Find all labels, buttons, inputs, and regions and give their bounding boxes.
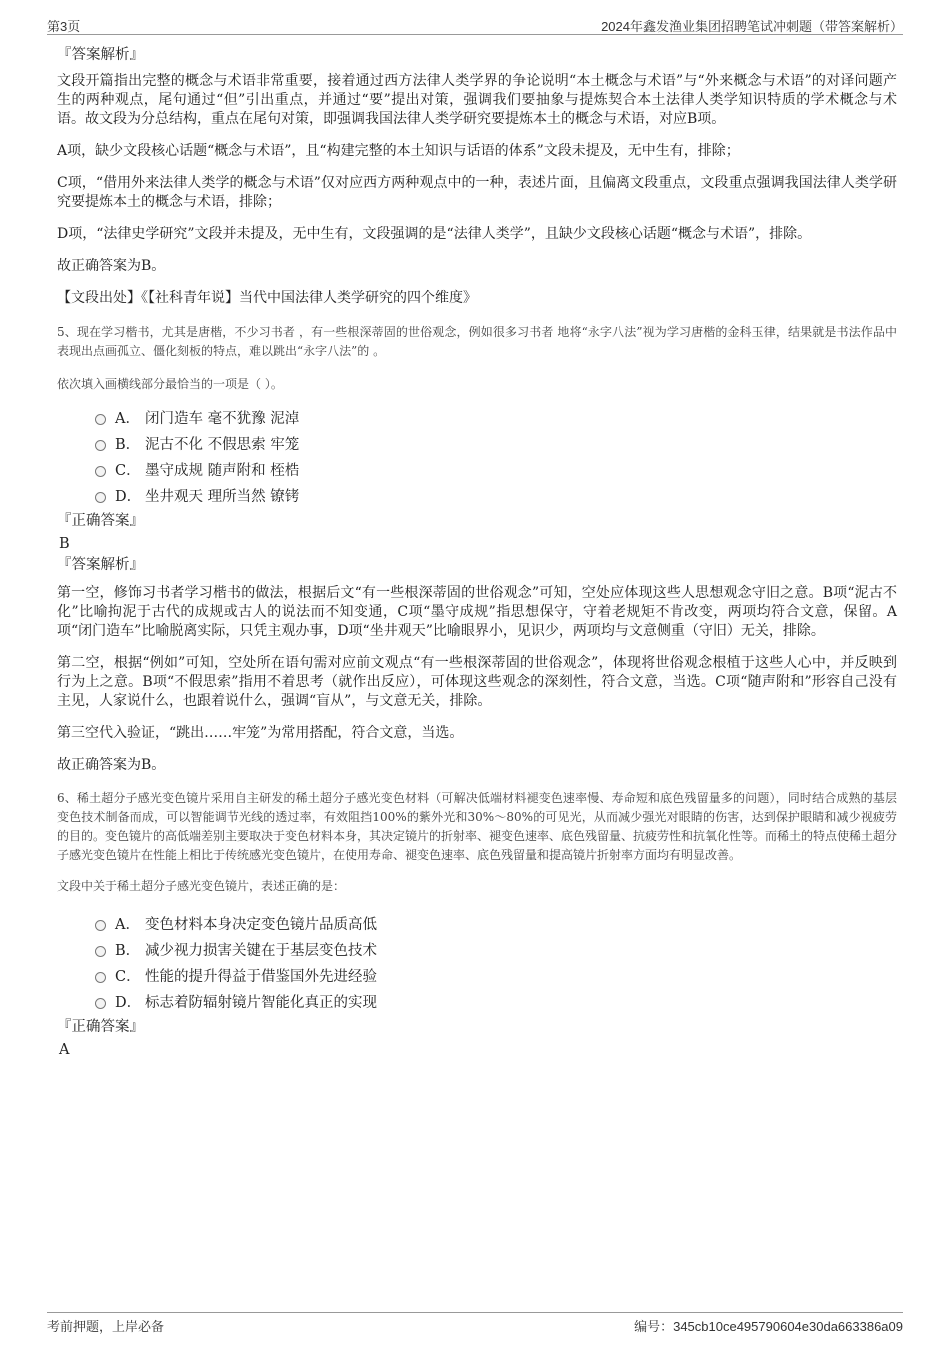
option-d[interactable] bbox=[95, 988, 897, 1014]
analysis-conclusion: 故正确答案为B。 bbox=[57, 258, 166, 274]
question-6-options bbox=[95, 910, 897, 1014]
radio-icon[interactable] bbox=[95, 414, 106, 425]
document-title: 2024年鑫发渔业集团招聘笔试冲刺题（带答案解析） bbox=[601, 19, 903, 34]
correct-answer-label: 『正确答案』 bbox=[57, 1019, 144, 1035]
option-letter: A． bbox=[115, 916, 140, 933]
option-text: 闭门造车 毫不犹豫 泥淖 bbox=[145, 410, 300, 427]
analysis-paragraph: C项，“借用外来法律人类学的概念与术语”仅对应西方两种观点中的一种，表述片面，且偏离文段重点，文段重点强调我国法律人类学研究要提炼本土的概念与术语，排除； bbox=[57, 175, 897, 210]
analysis-paragraph: 第二空，根据“例如”可知，空处所在语句需对应前文观点“有一些根深蒂固的世俗观念”，体现将世俗观念根植于这些人心中，并反映到行为上之意。B项“不假思索”指用不着思考（就作出反应），可体现这些观念的深刻性，符合文意，当选。C项“随声附和”形容自己没有主见，人家说什么，也跟着说什么，强调“盲从”，与文意无关，排除。 bbox=[57, 655, 897, 709]
radio-icon[interactable] bbox=[95, 998, 106, 1009]
analysis-label: 『答案解析』 bbox=[57, 557, 144, 573]
option-text: 性能的提升得益于借鉴国外先进经验 bbox=[145, 968, 377, 985]
option-c[interactable] bbox=[95, 962, 897, 988]
document-id: 编号：345cb10ce495790604e30da663386a09 bbox=[634, 1319, 903, 1334]
correct-answer: B bbox=[59, 536, 70, 552]
question-5-options bbox=[95, 404, 897, 508]
option-letter: A． bbox=[115, 410, 140, 427]
question-5-prompt: 依次填入画横线部分最恰当的一项是（ ）。 bbox=[57, 377, 283, 391]
option-letter: D． bbox=[115, 994, 142, 1011]
option-text: 坐井观天 理所当然 镣铐 bbox=[145, 488, 300, 505]
radio-icon[interactable] bbox=[95, 440, 106, 451]
question-5-text: 5、现在学习楷书，尤其是唐楷，不少习书者 ，有一些根深蒂固的世俗观念，例如很多习书者 地将“永字八法”视为学习唐楷的金科玉律，结果就是书法作品中表现出点画孤立、僵化刻板的特点，难以跳出“永字八法”的 。 bbox=[57, 325, 897, 358]
analysis-conclusion: 故正确答案为B。 bbox=[57, 757, 166, 773]
option-text: 泥古不化 不假思索 牢笼 bbox=[145, 436, 300, 453]
page-footer bbox=[47, 1312, 903, 1333]
footer-slogan: 考前押题，上岸必备 bbox=[47, 1319, 165, 1334]
option-c[interactable] bbox=[95, 456, 897, 482]
radio-icon[interactable] bbox=[95, 492, 106, 503]
page-content bbox=[57, 44, 897, 1060]
analysis-paragraph: 第一空，修饰习书者学习楷书的做法，根据后文“有一些根深蒂固的世俗观念”可知，空处应体现这些人思想观念守旧之意。B项“泥古不化”比喻拘泥于古代的成规或古人的说法而不知变通，C项“墨守成规”指思想保守，守着老规矩不肯改变，两项均符合文意，保留。A项“闭门造车”比喻脱离实际，只凭主观办事，D项“坐井观天”比喻眼界小，见识少，两项均与文意侧重（守旧）无关，排除。 bbox=[57, 585, 897, 639]
question-6-text: 6、稀土超分子感光变色镜片采用自主研发的稀土超分子感光变色材料（可解决低端材料褪变色速率慢、寿命短和底色残留量多的问题），同时结合成熟的基层变色技术制备而成，可以智能调节光线的透过率，有效阻挡100%的紫外光和30%～80%的可见光，从而减少强光对眼睛的伤害，达到保护眼睛和减少视疲劳的目的。变色镜片的高低端差别主要取决于变色材料本身，其决定镜片的折射率、褪变色速率、底色残留量、抗疲劳性和抗氧化性等。而稀土的特点使稀土超分子感光变色镜片在性能上相比于传统感光变色镜片，在使用寿命、褪变色速率、底色残留量和提高镜片折射率方面均有明显改善。 bbox=[57, 791, 898, 862]
option-letter: C． bbox=[115, 968, 141, 985]
option-b[interactable] bbox=[95, 430, 897, 456]
option-text: 标志着防辐射镜片智能化真正的实现 bbox=[145, 994, 377, 1011]
radio-icon[interactable] bbox=[95, 946, 106, 957]
option-letter: C． bbox=[115, 462, 141, 479]
option-letter: D． bbox=[115, 488, 142, 505]
option-text: 变色材料本身决定变色镜片品质高低 bbox=[145, 916, 377, 933]
correct-answer-label: 『正确答案』 bbox=[57, 513, 144, 529]
analysis-label: 『答案解析』 bbox=[57, 47, 144, 63]
option-text: 墨守成规 随声附和 桎梏 bbox=[145, 462, 300, 479]
radio-icon[interactable] bbox=[95, 920, 106, 931]
radio-icon[interactable] bbox=[95, 972, 106, 983]
option-a[interactable] bbox=[95, 404, 897, 430]
analysis-paragraph: A项，缺少文段核心话题“概念与术语”，且“构建完整的本土知识与话语的体系”文段未提及，无中生有，排除； bbox=[57, 143, 740, 159]
option-letter: B． bbox=[115, 436, 141, 453]
option-text: 减少视力损害关键在于基层变色技术 bbox=[145, 942, 377, 959]
option-b[interactable] bbox=[95, 936, 897, 962]
correct-answer: A bbox=[59, 1042, 70, 1058]
analysis-paragraph: 第三空代入验证，“跳出……牢笼”为常用搭配，符合文意，当选。 bbox=[57, 725, 464, 741]
analysis-paragraph: D项，“法律史学研究”文段并未提及，无中生有，文段强调的是“法律人类学”，且缺少文段核心话题“概念与术语”，排除。 bbox=[57, 226, 812, 242]
page-number: 第3页 bbox=[47, 19, 81, 34]
option-d[interactable] bbox=[95, 482, 897, 508]
question-6-prompt: 文段中关于稀土超分子感光变色镜片，表述正确的是： bbox=[57, 879, 346, 893]
option-letter: B． bbox=[115, 942, 141, 959]
option-a[interactable] bbox=[95, 910, 897, 936]
page-header bbox=[47, 14, 903, 35]
source-citation: 【文段出处】《【社科青年说】当代中国法律人类学研究的四个维度》 bbox=[57, 290, 477, 306]
radio-icon[interactable] bbox=[95, 466, 106, 477]
analysis-paragraph: 文段开篇指出完整的概念与术语非常重要，接着通过西方法律人类学界的争论说明“本土概念与术语”与“外来概念与术语”的对译问题产生的两种观点，尾句通过“但”引出重点，并通过“要”提出对策，强调我们要抽象与提炼契合本土法律人类学知识特质的学术概念与术语。故文段为分总结构，重点在尾句对策，即强调我国法律人类学研究要提炼本土的概念与术语，对应B项。 bbox=[57, 73, 897, 127]
